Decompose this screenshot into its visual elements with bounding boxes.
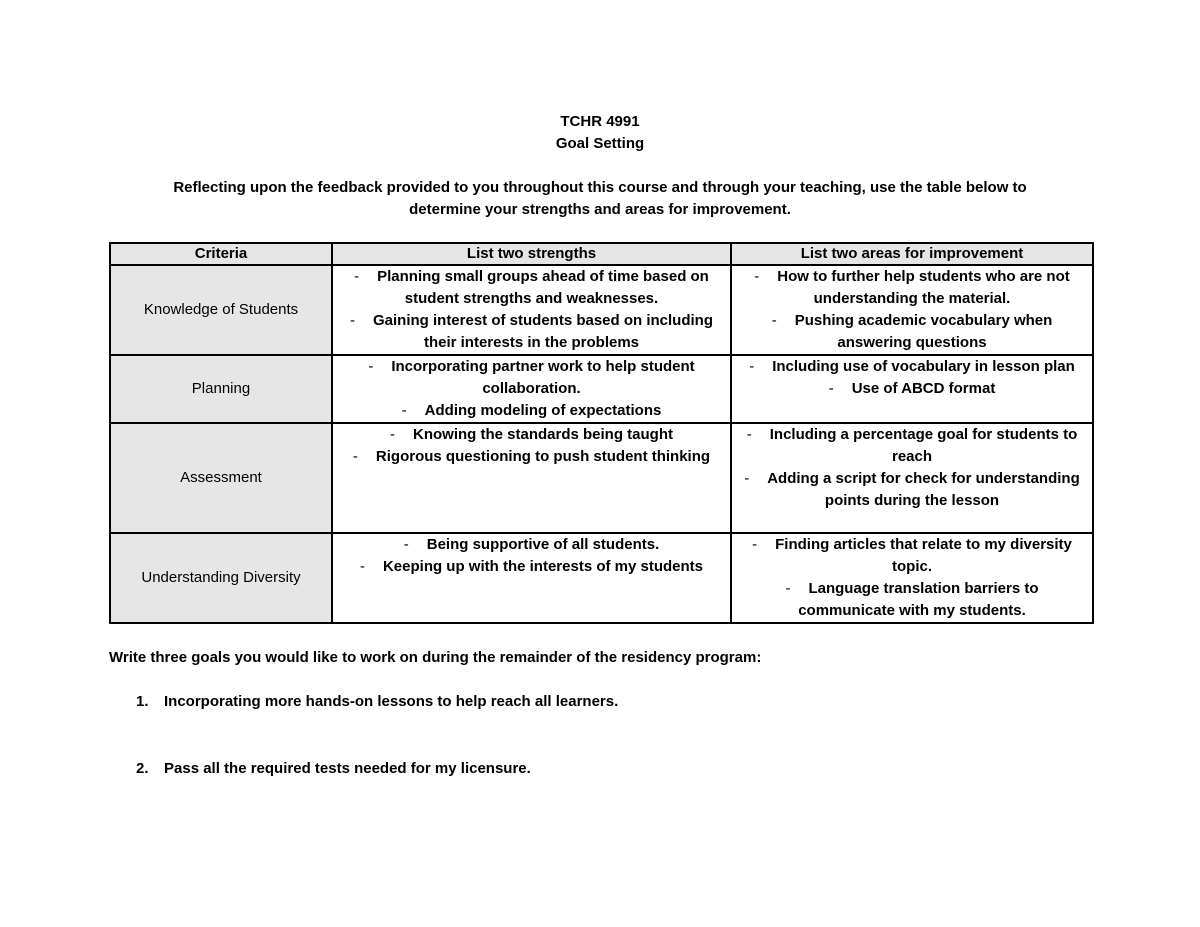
strengths-cell [332,423,731,533]
list-item: - How to further help students who are not understanding the material. [754,268,1070,307]
list-item: - Language translation barriers to communicate with my students. [785,580,1039,619]
list-item: - Gaining interest of students based on including their interests in the problems [349,312,714,351]
list-item: - Keeping up with the interests of my students [359,558,704,575]
list-item: - Planning small groups ahead of time based on student strengths and weaknesses. [354,268,709,307]
list-item: - Use of ABCD format [828,380,996,397]
course-title: TCHR 4991 [560,113,640,130]
list-item: - Knowing the standards being taught [390,426,673,443]
list-item: - Finding articles that relate to my diversity topic. [752,536,1072,575]
list-item: - Adding a script for check for understanding points during the lesson [744,470,1080,509]
column-header-criteria: Criteria [110,243,332,265]
table-row [110,423,1093,533]
goal-setting-table [109,242,1094,624]
improvements-cell [731,265,1093,355]
list-item: - Including a percentage goal for students to reach [746,426,1078,465]
list-item: - Pushing academic vocabulary when answering questions [771,312,1053,351]
list-item: - Adding modeling of expectations [401,402,662,419]
goal-number: 1. [136,693,149,710]
list-item: - Being supportive of all students. [403,536,660,553]
improvements-cell [731,355,1093,423]
goals-prompt: Write three goals you would like to work on during the remainder of the residency program: [109,649,762,666]
table-header-row [110,243,1093,265]
goal-item [136,758,1036,780]
list-item: - Incorporating partner work to help student collaboration. [368,358,695,397]
table-row [110,533,1093,623]
criteria-cell: Assessment [110,423,332,533]
column-header-improvements: List two areas for improvement [731,243,1093,265]
strengths-cell [332,533,731,623]
criteria-cell: Knowledge of Students [110,265,332,355]
list-item: - Rigorous questioning to push student thinking [352,448,711,465]
column-header-strengths: List two strengths [332,243,731,265]
goal-text: Pass all the required tests needed for my licensure. [164,760,531,777]
strengths-cell [332,265,731,355]
goal-number: 2. [136,760,149,777]
list-item: - Including use of vocabulary in lesson plan [749,358,1075,375]
goal-text: Incorporating more hands-on lessons to help reach all learners. [164,693,619,710]
instructions-text: Reflecting upon the feedback provided to you throughout this course and through your teaching, use the table below to determine your strengths and areas for improvement. [173,179,1027,218]
improvements-cell [731,423,1093,533]
table-row [110,355,1093,423]
improvements-cell [731,533,1093,623]
document-subtitle: Goal Setting [555,135,645,152]
strengths-cell [332,355,731,423]
criteria-cell: Planning [110,355,332,423]
goal-item [136,691,1036,713]
criteria-cell: Understanding Diversity [110,533,332,623]
table-row [110,265,1093,355]
